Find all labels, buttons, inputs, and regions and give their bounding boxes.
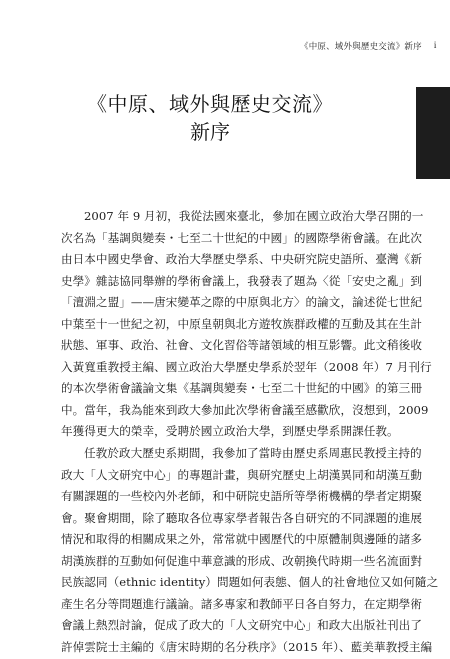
text-line: 民族認同（ethnic identity）問題如何表態、個人的社會地位又如何隨之 — [61, 575, 439, 590]
text-line: 的本次學術會議論文集《基調與變奏・七至二十世紀的中國》的第三冊 — [61, 381, 422, 396]
text-line: 入黃寬重教授主編、國立政治大學歷史學系於翌年（2008 年）7 月刊行 — [61, 359, 432, 374]
text-line: 次名為「基調與變奏・七至二十世紀的中國」的國際學術會議。在此次 — [61, 230, 422, 245]
text-line: 會。聚會期間，除了聽取各位專家學者報告各自研究的不同課題的進展 — [61, 510, 422, 525]
page-number: i — [433, 40, 437, 50]
text-line: 年獲得更大的榮幸，受聘於國立政治大學，到歷史學系開課任教。 — [61, 424, 399, 439]
text-line: 有關課題的一些校內外老師，和中研院史語所等學術機構的學者定期聚 — [61, 489, 422, 504]
running-header-title: 《中原、域外與歷史交流》新序 — [300, 42, 422, 52]
text-line: 史學》雜誌協同舉辦的學術會議上，我發表了題為〈從「安史之亂」到 — [61, 273, 422, 288]
page-subtitle: 新序 — [190, 120, 230, 144]
text-line: 產生名分等問題進行議論。諸多專家和教師平日各自努力，在定期學術 — [61, 596, 422, 611]
text-line: 情況和取得的相關成果之外，常常就中國歷代的中原體制與邊陲的諸多 — [61, 532, 422, 547]
text-line: 會議上熱烈討論，促成了政大的「人文研究中心」和政大出版社刊出了 — [61, 618, 422, 633]
text-line: 中。當年，我為能來到政大參加此次學術會議至感歡欣，沒想到，2009 — [61, 402, 429, 417]
text-line: 2007 年 9 月初，我從法國來臺北，參加在國立政治大學召開的一 — [84, 209, 424, 223]
paragraph — [61, 443, 439, 658]
text-line: 「澶淵之盟」——唐宋變革之際的中原與北方〉的論文，論述從七世紀 — [61, 295, 422, 310]
paragraph — [61, 206, 432, 443]
text-line: 胡漢族群的互動如何促進中華意識的形成、改朝換代時期一些名流面對 — [61, 553, 422, 568]
text-line: 中葉至十一世紀之初，中原皇朝與北方遊牧族群政權的互動及其在生計 — [61, 316, 422, 331]
text-line: 政大「人文研究中心」的專題計畫，與研究歷史上胡漢異同和胡漢互動 — [61, 467, 422, 482]
chapter-thumb-tab — [416, 87, 450, 179]
body-text — [61, 206, 439, 658]
text-line: 狀態、軍事、政治、社會、文化習俗等諸領域的相互影響。此文稍後收 — [61, 338, 422, 353]
text-line: 由日本中國史學會、政治大學歷史學系、中央研究院史語所、臺灣《新 — [61, 252, 422, 267]
title-block — [40, 90, 380, 146]
text-line: 任教於政大歷史系期間，我參加了當時由歷史系周惠民教授主持的 — [84, 446, 422, 461]
text-line: 許倬雲院士主編的《唐宋時期的名分秩序》（2015 年）、藍美華教授主編 — [61, 639, 433, 654]
page-title: 《中原、域外與歷史交流》 — [87, 92, 333, 116]
running-header — [300, 40, 437, 52]
